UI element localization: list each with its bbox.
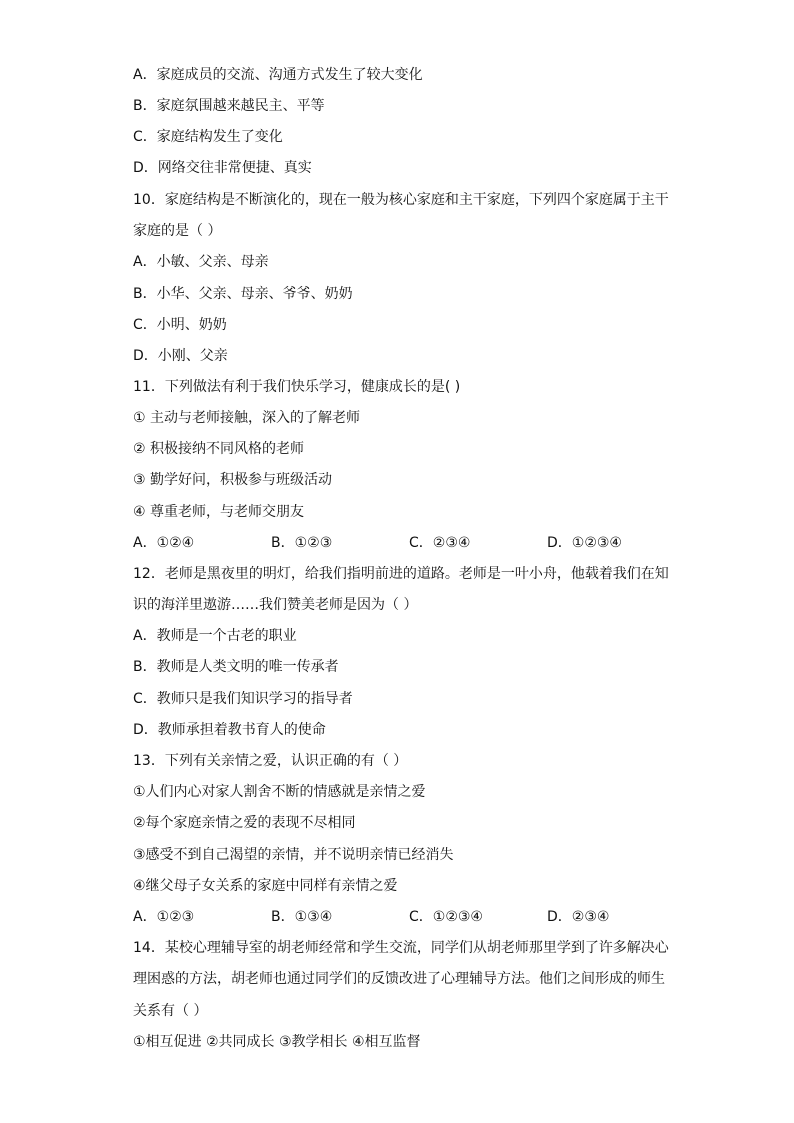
q11-option-b: B．①②③ — [271, 535, 333, 551]
q10-option-a: A．小敏、父亲、母亲 — [133, 254, 269, 270]
q9-option-d: D．网络交往非常便捷、真实 — [133, 160, 312, 176]
q11-stem: 11．下列做法有利于我们快乐学习，健康成长的是( ) — [133, 379, 461, 395]
q11-item-4: ④ 尊重老师，与老师交朋友 — [133, 504, 305, 520]
q9-option-c: C．家庭结构发生了变化 — [133, 129, 283, 145]
q14-stem-line1: 14．某校心理辅导室的胡老师经常和学生交流，同学们从胡老师那里学到了许多解决心 — [133, 940, 669, 956]
q12-stem-line1: 12．老师是黑夜里的明灯，给我们指明前进的道路。老师是一叶小舟，他载着我们在知 — [133, 566, 669, 582]
q13-options-row — [133, 907, 693, 927]
q13-item-4: ④继父母子女关系的家庭中同样有亲情之爱 — [133, 878, 398, 894]
q13-option-c: C．①②③④ — [409, 909, 483, 925]
q12-option-d: D．教师承担着教书育人的使命 — [133, 722, 326, 738]
q12-option-c: C．教师只是我们知识学习的指导者 — [133, 691, 353, 707]
q9-option-a: A．家庭成员的交流、沟通方式发生了较大变化 — [133, 67, 423, 83]
q10-stem-line2: 家庭的是（ ） — [133, 223, 222, 239]
q13-item-3: ③感受不到自己渴望的亲情，并不说明亲情已经消失 — [133, 847, 454, 863]
q13-option-a: A．①②③ — [133, 909, 195, 925]
q11-option-a: A．①②④ — [133, 535, 195, 551]
q10-option-b: B．小华、父亲、母亲、爷爷、奶奶 — [133, 286, 353, 302]
q11-item-2: ② 积极接纳不同风格的老师 — [133, 441, 305, 457]
q13-item-2: ②每个家庭亲情之爱的表现不尽相同 — [133, 815, 356, 831]
q11-options-row — [133, 533, 693, 553]
q11-option-c: C．②③④ — [409, 535, 471, 551]
q12-stem-line2: 识的海洋里遨游……我们赞美老师是因为（ ） — [133, 597, 418, 613]
q10-option-d: D．小刚、父亲 — [133, 348, 228, 364]
q11-item-3: ③ 勤学好问，积极参与班级活动 — [133, 472, 333, 488]
q14-stem-line2: 理困惑的方法，胡老师也通过同学们的反馈改进了心理辅导方法。他们之间形成的师生 — [133, 971, 665, 987]
q14-stem-line3: 关系有（ ） — [133, 1003, 208, 1019]
q11-option-d: D．①②③④ — [547, 535, 622, 551]
q9-option-b: B．家庭氛围越来越民主、平等 — [133, 98, 325, 114]
q13-stem: 13．下列有关亲情之爱，认识正确的有（ ） — [133, 753, 408, 769]
q10-option-c: C．小明、奶奶 — [133, 317, 227, 333]
q13-option-b: B．①③④ — [271, 909, 333, 925]
q11-item-1: ① 主动与老师接触，深入的了解老师 — [133, 410, 361, 426]
q12-option-b: B．教师是人类文明的唯一传承者 — [133, 659, 339, 675]
q10-stem-line1: 10．家庭结构是不断演化的，现在一般为核心家庭和主干家庭，下列四个家庭属于主干 — [133, 192, 669, 208]
q13-option-d: D．②③④ — [547, 909, 610, 925]
q14-items: ①相互促进 ②共同成长 ③教学相长 ④相互监督 — [133, 1034, 421, 1050]
q13-item-1: ①人们内心对家人割舍不断的情感就是亲情之爱 — [133, 784, 426, 800]
q12-option-a: A．教师是一个古老的职业 — [133, 628, 297, 644]
